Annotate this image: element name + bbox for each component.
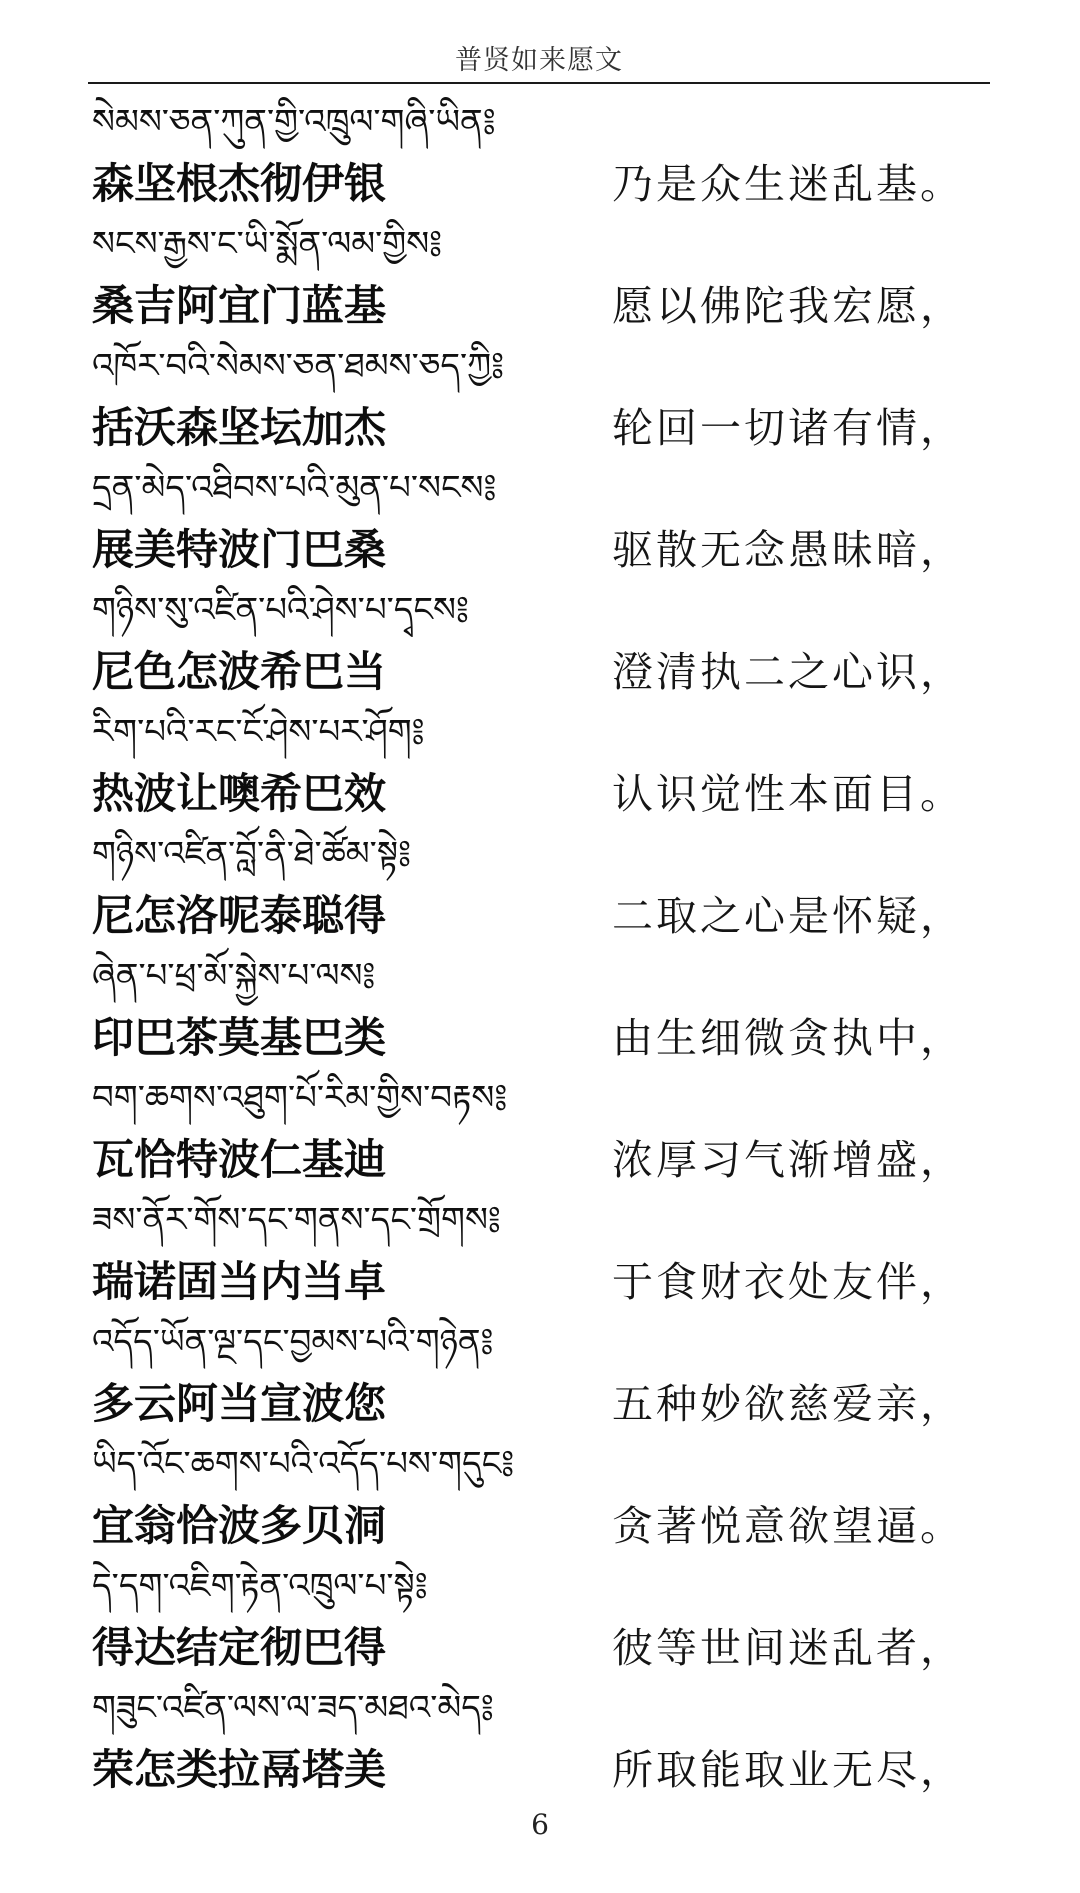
tibetan-line: འཁོར་བའི་སེམས་ཅན་ཐམས་ཅད་ཀྱི༔: [92, 346, 505, 386]
tibetan-line: གཉིས་སུ་འཛིན་པའི་ཤེས་པ་དྭངས༔: [92, 590, 469, 630]
verse-item: [0, 1316, 1080, 1438]
verse-item: [0, 96, 1080, 218]
transliteration-line: 热波让噢希巴效: [92, 769, 387, 818]
page-number: 6: [531, 1808, 549, 1841]
translation-line: 彼等世间迷乱者，: [612, 1624, 964, 1672]
verse-item: [0, 1438, 1080, 1560]
verse-item: [0, 1072, 1080, 1194]
translation-line: 乃是众生迷乱基。: [612, 160, 964, 208]
tibetan-line: འདོད་ཡོན་ལྔ་དང་བྱམས་པའི་གཉེན༔: [92, 1322, 494, 1362]
transliteration-line: 印巴茶莫基巴类: [92, 1013, 387, 1062]
tibetan-line: ཟས་ནོར་གོས་དང་གནས་དང་གྲོགས༔: [92, 1200, 501, 1240]
verse-item: [0, 218, 1080, 340]
transliteration-line: 尼怎洛呢泰聪得: [92, 891, 387, 940]
translation-line: 愿以佛陀我宏愿，: [612, 282, 964, 330]
verse-item: [0, 828, 1080, 950]
page-title: 普贤如来愿文: [455, 45, 623, 76]
translation-line: 澄清执二之心识，: [612, 648, 964, 696]
tibetan-line: བག་ཆགས་འཐུག་པོ་རིམ་གྱིས་བརྟས༔: [92, 1078, 508, 1118]
translation-line: 五种妙欲慈爱亲，: [612, 1380, 964, 1428]
translation-line: 认识觉性本面目。: [612, 770, 964, 818]
tibetan-line: སེམས་ཅན་ཀུན་གྱི་འཁྲུལ་གཞི་ཡིན༔: [92, 102, 496, 142]
tibetan-line: གཟུང་འཛིན་ལས་ལ་ཟད་མཐའ་མེད༔: [92, 1688, 494, 1728]
verse-item: [0, 950, 1080, 1072]
tibetan-line: སངས་རྒྱས་ང་ཡི་སྨོན་ལམ་གྱིས༔: [92, 224, 443, 264]
transliteration-line: 括沃森坚坛加杰: [92, 403, 387, 452]
page-header: [88, 0, 990, 84]
tibetan-line: དེ་དག་འཇིག་རྟེན་འཁྲུལ་པ་སྟེ༔: [92, 1566, 428, 1606]
transliteration-line: 瑞诺固当内当卓: [92, 1257, 387, 1306]
verse-item: [0, 1194, 1080, 1316]
transliteration-line: 宜翁恰波多贝洞: [92, 1501, 387, 1550]
translation-line: 浓厚习气渐增盛，: [612, 1136, 964, 1184]
tibetan-line: དྲན་མེད་འཐིབས་པའི་མུན་པ་སངས༔: [92, 468, 497, 508]
transliteration-line: 桑吉阿宜门蓝基: [92, 281, 387, 330]
verse-item: [0, 340, 1080, 462]
verse-item: [0, 706, 1080, 828]
tibetan-line: ཡིད་འོང་ཆགས་པའི་འདོད་པས་གདུང༔: [92, 1444, 515, 1484]
verse-item: [0, 462, 1080, 584]
tibetan-line: རིག་པའི་རང་ངོ་ཤེས་པར་ཤོག༔: [92, 712, 425, 752]
verse-list: [0, 96, 1080, 1804]
tibetan-line: གཉིས་འཛིན་བློ་ནི་ཐེ་ཚོམ་སྟེ༔: [92, 834, 411, 874]
transliteration-line: 森坚根杰彻伊银: [92, 159, 387, 208]
verse-item: [0, 1682, 1080, 1804]
translation-line: 贪著悦意欲望逼。: [612, 1502, 964, 1550]
translation-line: 二取之心是怀疑，: [612, 892, 964, 940]
verse-item: [0, 1560, 1080, 1682]
translation-line: 所取能取业无尽，: [612, 1746, 964, 1794]
translation-line: 于食财衣处友伴，: [612, 1258, 964, 1306]
verse-item: [0, 584, 1080, 706]
transliteration-line: 多云阿当宣波您: [92, 1379, 387, 1428]
transliteration-line: 瓦恰特波仁基迪: [92, 1135, 387, 1184]
transliteration-line: 尼色怎波希巴当: [92, 647, 387, 696]
transliteration-line: 荣怎类拉鬲塔美: [92, 1745, 387, 1794]
transliteration-line: 展美特波门巴桑: [92, 525, 387, 574]
tibetan-line: ཞེན་པ་ཕྲ་མོ་སྐྱེས་པ་ལས༔: [92, 956, 376, 996]
translation-line: 驱散无念愚昧暗，: [612, 526, 964, 574]
translation-line: 轮回一切诸有情，: [612, 404, 964, 452]
transliteration-line: 得达结定彻巴得: [92, 1623, 387, 1672]
translation-line: 由生细微贪执中，: [612, 1014, 964, 1062]
